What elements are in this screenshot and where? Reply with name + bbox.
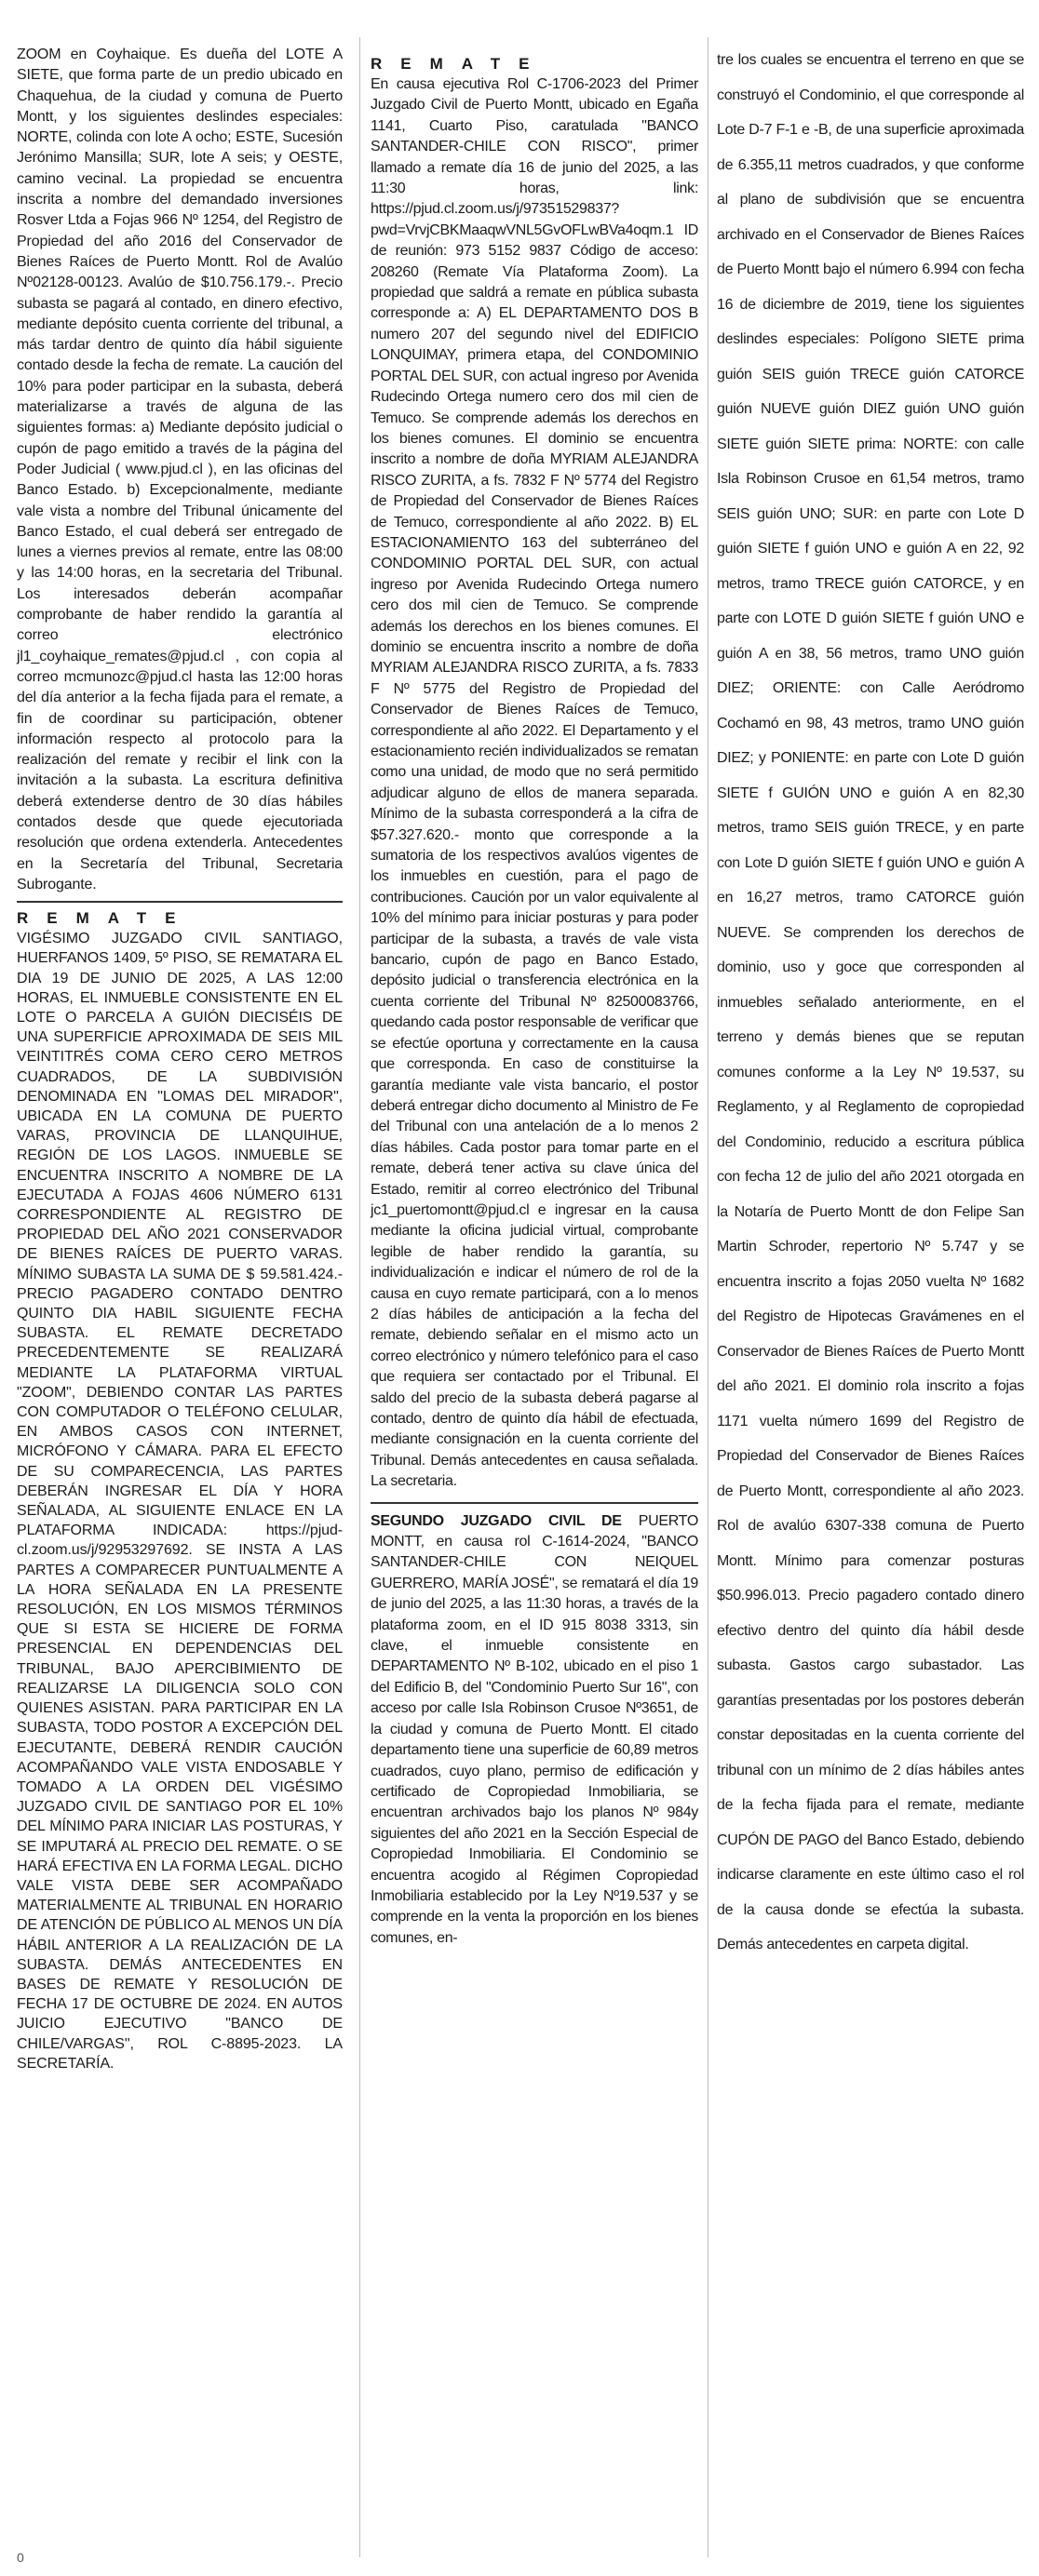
notice-heading: REMATE — [17, 901, 343, 929]
notice-vigesimo-juzgado-body: VIGÉSIMO JUZGADO CIVIL SANTIAGO, HUERFANOS 1409, 5º PISO, SE REMATARA EL DIA 19 DE JUNIO DE 2025, A LAS 12:00 HORAS, EL INMUEBLE CONSISTENTE EN EL LOTE O PARCELA A GUIÓN DIECISÉIS DE UNA SUPERFICIE APROXIMADA DE SEIS MIL VEINTITRÉS COMA CERO CERO METROS CUADRADOS, DE LA SUBDIVISIÓN DENOMINADA EN "LOMAS DEL MIRADOR", UBICADA EN LA COMUNA DE PUERTO VARAS, PROVINCIA DE LLANQUIHUE, REGIÓN DE LOS LAGOS. INMUEBLE SE ENCUENTRA INSCRITO A NOMBRE DE LA EJECUTADA A FOJAS 4606 NÚMERO 6131 CORRESPONDIENTE AL REGISTRO DE PROPIEDAD DEL AÑO 2021 CONSERVADOR DE BIENES RAÍCES DE PUERTO VARAS. MÍNIMO SUBASTA LA SUMA DE $ 59.581.424.- PRECIO PAGADERO CONTADO DENTRO QUINTO DIA HABIL SIGUIENTE FECHA SUBASTA. EL REMATE DECRETADO PRECEDENTEMENTE SE REALIZARÁ MEDIANTE LA PLATAFORMA VIRTUAL "ZOOM", DEBIENDO CONTAR LAS PARTES CON COMPUTADOR O TELÉFONO CELULAR, EN AMBOS CASOS CON INTERNET, MICRÓFONO Y CÁMARA. PARA EL EFECTO DE SU COMPARECENCIA, LAS PARTES DEBERÁN INGRESAR EL DÍA Y HORA SEÑALADA, AL SIGUIENTE ENLACE EN LA PLATAFORMA INDICADA: https://pjud-cl.zoom.us/j/92953297692. SE INSTA A LAS PARTES A COMPARECER PUNTUALMENTE A LA HORA SEÑALADA EN LA PRESENTE RESOLUCIÓN, EN LOS MISMOS TÉRMINOS QUE SI ESTA SE HICIERE DE FORMA PRESENCIAL EN DEPENDENCIAS DEL TRIBUNAL, BAJO APERCIBIMIENTO DE REALIZARSE LA DILIGENCIA SOLO CON QUIENES ASISTAN. PARA PARTICIPAR EN LA SUBASTA, TODO POSTOR A EXCEPCIÓN DEL EJECUTANTE, DEBERÁ RENDIR CAUCIÓN ACOMPAÑANDO VALE VISTA ENDOSABLE Y TOMADO A LA ORDEN DEL VIGÉSIMO JUZGADO CIVIL DE SANTIAGO POR EL 10% DEL MÍNIMO PARA INICIAR LAS POSTURAS, Y SE IMPUTARÁ AL PRECIO DEL REMATE. O SE HARÁ EFECTIVA EN LA FORMA LEGAL. DICHO VALE VISTA DEBE SER ACOMPAÑADO MATERIALMENTE AL TRIBUNAL EN HORARIO DE ATENCIÓN DE PÚBLICO AL MENOS UN DÍA HÁBIL ANTERIOR A LA REALIZACIÓN DE LA SUBASTA. DEMÁS ANTECEDENTES EN BASES DE REMATE Y RESOLUCIÓN DE FECHA 17 DE OCTUBRE DE 2024. EN AUTOS JUICIO EJECUTIVO "BANCO DE CHILE/VARGAS", ROL C-8895-2023. LA SECRETARÍA. — [17, 931, 343, 2072]
column-left — [17, 45, 343, 2073]
column-divider — [359, 37, 360, 2557]
notice-segundo-juzgado-body: PUERTO MONTT, en causa rol C-1614-2024, "BANCO SANTANDER-CHILE CON NEIQUEL GUERRERO, MARÍA JOSÉ", se rematará el día 19 de junio del 2025, a las 11:30 horas, a través de la plataforma zoom, en el ID 915 8038 3313, sin clave, el inmueble consistente en DEPARTAMENTO Nº B-102, ubicado en el piso 1 del Edificio B, del "Condominio Puerto Sur 16", con acceso por calle Isla Robinson Crusoe Nº3651, de la ciudad y comuna de Puerto Montt. El citado departamento tiene una superficie de 60,89 metros cuadrados, cuyo plano, permiso de edificación y certificado de Copropiedad Inmobiliaria, se encuentran archivados bajo los planos Nº 984y siguientes del año 2021 en la Sección Especial de Copropiedad Inmobiliaria. El Condominio se encuentra acogido al Régimen Copropiedad Inmobiliaria establecido por la Ley Nº19.537 y se comprende en la venta la proporción en los bienes comunes, en- — [371, 1512, 698, 1946]
page-number: 0 — [17, 2550, 24, 2565]
notice-heading: REMATE — [371, 55, 548, 73]
notice-coyhaique-continuation: ZOOM en Coyhaique. Es dueña del LOTE A SIETE, que forma parte de un predio ubicado en Chaquehua, de la ciudad y comuna de Puerto Montt, y los siguientes deslindes especiales: NORTE, colinda con lote A ocho; ESTE, Sucesión Jerónimo Mansilla; SUR, lote A seis; y OESTE, camino vecinal. La propiedad se encuentra inscrita a nombre del demandado inversiones Rosver Ltda a Fojas 966 Nº 1254, del Registro de Propiedad del año 2016 del Conservador de Bienes Raíces de Puerto Montt. Rol de Avalúo Nº02128-00123. Avalúo de $10.756.179.-. Precio subasta se pagará al contado, en dinero efectivo, mediante depósito cuenta corriente del tribunal, a más tardar dentro de quinto día hábil siguiente contado desde la fecha de remate. La caución del 10% para poder participar en la subasta, deberá materializarse a través de alguna de las siguientes formas: a) Mediante depósito judicial o cupón de pago emitido a través de la página del Poder Judicial ( www.pjud.cl ), en las oficinas del Banco Estado. b) Excepcionalmente, mediante vale vista a nombre del Tribunal únicamente del Banco Estado, el cual deberá ser entregado de lunes a viernes previos al remate, entre las 08:00 y las 14:00 horas, en la secretaria del Tribunal. Los interesados deberán acompañar comprobante de haber rendido la garantía al correo electrónico jl1_coyhaique_remates@pjud.cl , con copia al correo mcmunozc@pjud.cl hasta las 12:00 horas del día anterior a la fecha fijada para el remate, a fin de coordinar su participación, obtener información respecto al protocolo para la realización del remate y recibir el link con la invitación a la subasta. La escritura definitiva deberá extenderse dentro de 30 días hábiles contados desde que quede ejecutoriada resolución que ordena extenderla. Antecedentes en la Secretaría del Tribunal, Secretaria Subrogante. — [17, 47, 343, 892]
notice-primer-juzgado-body: En causa ejecutiva Rol C-1706-2023 del Primer Juzgado Civil de Puerto Montt, ubicado en Egaña 1141, Cuarto Piso, caratulada "BANCO SANTANDER-CHILE CON RISCO", primer llamado a remate día 16 de junio del 2025, a las 11:30 horas, link: https://pjud.cl.zoom.us/j/97351529837?pwd=VrvjCBKMaaqwVNL5GvOFLwBVa4oqm.1 ID de reunión: 973 5152 9837 Código de acceso: 208260 (Remate Vía Plataforma Zoom). La propiedad que saldrá a remate en pública subasta corresponde a: A) EL DEPARTAMENTO DOS B numero 207 del segundo nivel del EDIFICIO LONQUIMAY, primera etapa, del CONDOMINIO PORTAL DEL SUR, con actual ingreso por Avenida Rudecindo Ortega numero cero dos mil cien de Temuco. Se comprende además los derechos en los bienes comunes. El dominio se encuentra inscrito a nombre de doña MYRIAM ALEJANDRA RISCO ZURITA, a fs. 7832 F Nº 5774 del Registro de Propiedad del Conservador de Bienes Raíces de Temuco, correspondiente al año 2022. B) EL ESTACIONAMIENTO 163 del subterráneo del CONDOMINIO PORTAL DEL SUR, con actual ingreso por Avenida Rudecindo Ortega numero cero dos mil cien de Temuco. Se comprende además los derechos en los bienes comunes. El dominio se encuentra inscrito a nombre de doña MYRIAM ALEJANDRA RISCO ZURITA, a fs. 7833 F Nº 5775 del Registro de Propiedad del Conservador de Bienes Raíces de Temuco, correspondiente al año 2022. El Departamento y el estacionamiento recién individualizados se rematan como una unidad, de modo que no será permitido adjudicar alguno de ellos de manera separada. Mínimo de la subasta corresponderá a la cifra de $57.327.620.- monto que corresponde a la sumatoria de los respectivos avalúos vigentes de los inmuebles en cuestión, para el pago de contribuciones. Caución por un valor equivalente al 10% del mínimo para iniciar posturas y para poder participar de la subasta, a través de vale vista bancario, cupón de pago en Banco Estado, depósito judicial o transferencia electrónica en la cuenta corriente del Tribunal Nº 82500083766, quedando cada postor responsable de verificar que se efectúe oportuna y correctamente en la causa que corresponda. En caso de constituirse la garantía mediante vale vista bancario, el postor deberá entregar dicho documento al Ministro de Fe del Tribunal con una antelación de a lo menos 2 días hábiles. Cada postor para tomar parte en el remate, deberá tener activa su clave única del Estado, remitir al correo electrónico del Tribunal jc1_puertomontt@pjud.cl e ingresar en la causa mediante la oficina judicial virtual, comprobante legible de haber rendido la garantía, su individualización e indicar el número de rol de la causa en cuyo remate participará, con a lo menos 2 días hábiles de anticipación a la fecha del remate, debiendo señalar en el mismo acto un correo electrónico y número telefónico para el caso que requiera ser contactado por el Tribunal. El saldo del precio de la subasta deberá pagarse al contado, dentro de quinto día hábil de efectuada, mediante consignación en la cuenta corriente del Tribunal. Demás antecedentes en causa señalada. La secretaria. — [371, 76, 698, 1490]
notice-lead: SEGUNDO JUZGADO CIVIL DE — [371, 1512, 622, 1529]
column-middle — [371, 54, 698, 1949]
notice-segundo-juzgado-continuation: tre los cuales se encuentra el terreno en que se construyó el Condominio, el que corresponde al Lote D-7 F-1 e -B, de una superficie aproximada de 6.355,11 metros cuadrados, y que conforme al plano de subdivisión que se encuentra archivado en el Conservador de Bienes Raíces de Puerto Montt bajo el número 6.994 con fecha 16 de diciembre de 2019, tiene los siguientes deslindes especiales: Polígono SIETE prima guión SEIS guión TRECE guión CATORCE guión NUEVE guión DIEZ guión UNO guión SIETE guión SIETE prima: NORTE: con calle Isla Robinson Crusoe en 61,54 metros, tramo SEIS guión UNO; SUR: en parte con Lote D guión SIETE f guión UNO e guión A en 22, 92 metros, tramo TRECE guión CATORCE, y en parte con LOTE D guión SIETE f guión UNO e guión A en 38, 56 metros, tramo UNO guión DIEZ; ORIENTE: con Calle Aeródromo Cochamó en 98, 43 metros, tramo UNO guión DIEZ; y PONIENTE: en parte con Lote D guión SIETE f GUIÓN UNO e guión A en 82,30 metros, tramo SEIS guión TRECE, y en parte con Lote D guión SIETE f guión UNO e guión A en 16,27 metros, tramo CATORCE guión NUEVE. Se comprenden los derechos de dominio, uso y goce que corresponden al inmuebles señalado anteriormente, en el terreno y demás bienes que se reputan comunes conforme a la Ley Nº 19.537, su Reglamento, y al Reglamento de copropiedad del Condominio, reducido a escritura pública con fecha 12 de julio del año 2021 otorgada en la Notaría de Puerto Montt de don Felipe San Martin Schroder, repertorio Nº 5.747 y se encuentra inscrito a fojas 2050 vuelta Nº 1682 del Registro de Hipotecas Gravámenes en el Conservador de Bienes Raíces de Puerto Montt del año 2021. El dominio rola inscrito a fojas 1171 vuelta número 1699 del Registro de Propiedad del Conservador de Bienes Raíces de Puerto Montt, correspondiente al año 2023. Rol de avalúo 6307-338 comuna de Puerto Montt. Mínimo para comenzar posturas $50.996.013. Precio pagadero contado dinero efectivo dentro del quinto día hábil desde subasta. Gastos cargo subastador. Las garantías presentadas por los postores deberán constar depositadas en la cuenta corriente del tribunal con un mínimo de 2 días hábiles antes de la fecha fijada para el remate, mediante CUPÓN DE PAGO del Banco Estado, debiendo indicarse claramente en este último caso el rol de la causa donde se efectúa la subasta. Demás antecedentes en carpeta digital. — [717, 52, 1024, 1952]
column-right — [717, 43, 1024, 1963]
notice-segundo-juzgado — [371, 1502, 698, 1950]
